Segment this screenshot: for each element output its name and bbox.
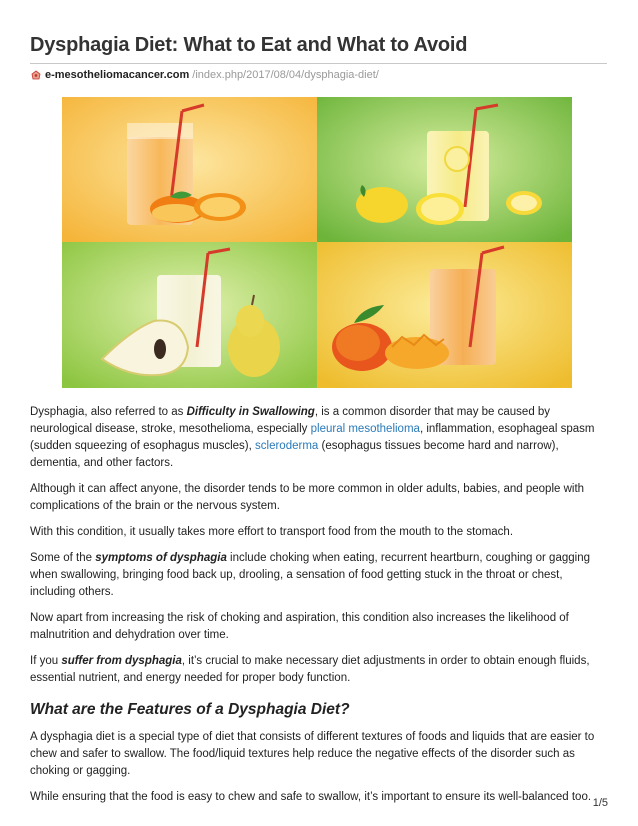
intro-text-2: , is a common disorder that may be caused by neurological disease, stroke, mesothelioma, especially xyxy=(30,406,551,435)
paragraph-risk: Now apart from increasing the risk of choking and aspiration, this condition also increases the likelihood of malnutrition and dehydration over time. xyxy=(30,612,569,641)
site-favicon-icon xyxy=(31,70,41,80)
symptoms-emphasis: symptoms of dysphagia xyxy=(95,552,227,564)
article-body xyxy=(30,404,610,815)
intro-text-4: (esophagus tissues become hard and narrow), dementia, and other factors. xyxy=(30,440,559,469)
scleroderma-link[interactable]: scleroderma xyxy=(255,440,319,452)
mango-drink-panel xyxy=(317,242,572,388)
suffer-emphasis: suffer from dysphagia xyxy=(61,655,182,667)
orange-drink-panel xyxy=(62,97,317,242)
paragraph-suffer xyxy=(30,653,610,687)
source-domain-link[interactable]: e-mesotheliomacancer.com xyxy=(45,69,190,81)
pear-drink-panel xyxy=(62,242,317,388)
paragraph-symptoms xyxy=(30,550,610,601)
pleural-mesothelioma-link[interactable]: pleural mesothelioma xyxy=(310,423,420,435)
hero-image xyxy=(62,97,572,388)
suffer-text-2: , it’s crucial to make necessary diet adjustments in order to obtain enough fluids, essential nutrient, and energy needed for proper body function. xyxy=(30,655,590,684)
intro-emphasis: Difficulty in Swallowing xyxy=(186,406,315,418)
paragraph-intro xyxy=(30,404,610,472)
symptoms-text-1: Some of the xyxy=(30,552,96,564)
page-number: 1/5 xyxy=(592,797,608,809)
section-heading-features: What are the Features of a Dysphagia Diet? xyxy=(30,701,350,718)
source-line xyxy=(31,69,379,81)
suffer-text-1: If you xyxy=(30,655,62,667)
paragraph-diet-definition: A dysphagia diet is a special type of diet that consists of different textures of foods and liquids that are easier to chew and safer to swallow. The food/liquid textures help reduce the negative effects of the disorder such as choking or gagging. xyxy=(30,731,595,777)
title-divider xyxy=(30,63,607,64)
intro-text-1: Dysphagia, also referred to as xyxy=(30,406,187,418)
paragraph-balanced: While ensuring that the food is easy to chew and safe to swallow, it’s important to ensure its well-balanced too. xyxy=(30,791,592,803)
page-title: Dysphagia Diet: What to Eat and What to Avoid xyxy=(30,34,468,56)
paragraph-effort: With this condition, it usually takes more effort to transport food from the mouth to the stomach. xyxy=(30,526,514,538)
lemon-drink-panel xyxy=(317,97,572,242)
symptoms-text-2: include choking when eating, recurrent heartburn, coughing or gagging when swallowing, bringing food back up, drooling, a sensation of food getting stuck in the throat or chest, including others. xyxy=(30,552,590,598)
intro-text-3: , inflammation, esophageal spasm (sudden squeezing of esophagus muscles), xyxy=(30,423,595,452)
paragraph-anyone: Although it can affect anyone, the disorder tends to be more common in older adults, babies, and people with complications of the brain or the nervous system. xyxy=(30,483,585,512)
source-path: /index.php/2017/08/04/dysphagia-diet/ xyxy=(192,69,379,81)
